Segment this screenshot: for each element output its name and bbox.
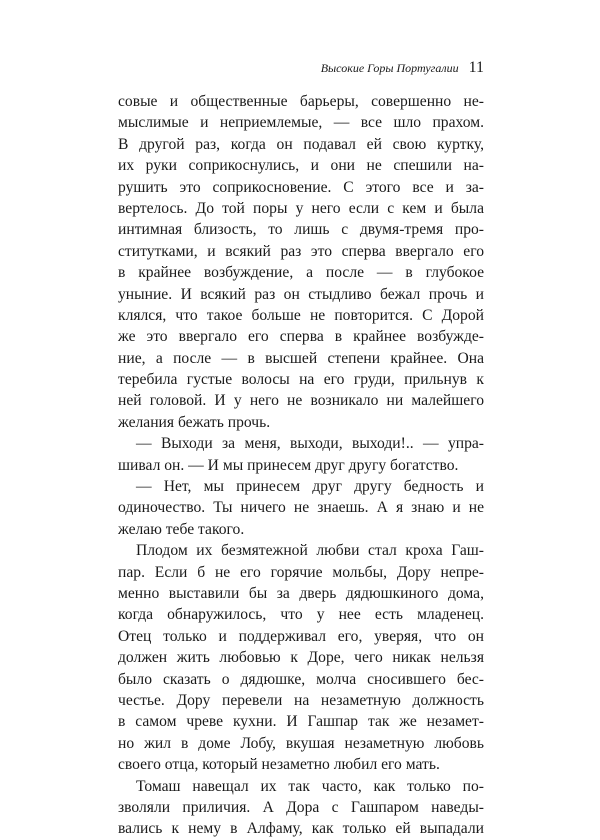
text-line: желаю тебе такого.: [118, 520, 245, 538]
text-line: же это ввергало его сперва в крайнее возбужде-: [118, 328, 484, 346]
text-line: совые и общественные барьеры, совершенно не-: [118, 93, 484, 110]
text-line: ние, а после — в высшей степени крайнее. Она: [118, 349, 484, 367]
text-line: менно выставили бы за дверь дядюшкиного дома,: [118, 584, 484, 602]
text-line: мыслимые и неприемлемые, — все шло прахом.: [118, 114, 484, 132]
text-line: теребила густые волосы на его груди, прильнув к: [118, 371, 484, 389]
running-head: [118, 60, 484, 76]
text-line: В другой раз, когда он подавал ей свою куртку,: [118, 135, 484, 153]
text-line: вертелось. До той поры у него если с кем и была: [118, 199, 484, 217]
text-line: интимная близость, то лишь с двумя-тремя про-: [118, 221, 484, 239]
text-line: — Выходи за меня, выходи, выходи!.. — упра-: [136, 435, 484, 453]
text-line: рушить это соприкосновение. С этого все и за-: [118, 178, 484, 196]
text-line: пар. Если б не его горячие мольбы, Дору непре-: [118, 563, 484, 581]
text-line: Отец только и поддерживал его, уверяя, что он: [118, 627, 484, 645]
text-line: ститутками, и всякий раз это сперва ввергало его: [118, 242, 484, 260]
text-line: но жил в доме Лобу, вкушая незаметную любовь: [118, 734, 484, 752]
text-line: честье. Дору перевели на незаметную должность: [118, 691, 484, 709]
text-line: в самом чреве кухни. И Гашпар так же незамет-: [118, 713, 484, 731]
text-line: было сказать о дядюшке, молча сносившего бес-: [118, 670, 484, 688]
text-line: их руки соприкоснулись, и они не спешили на-: [118, 157, 484, 175]
text-line: ней головой. И у него не возникало ни малейшего: [118, 392, 484, 410]
text-line: Томаш навещал их так часто, как только по-: [136, 777, 484, 795]
page-number: 11: [468, 59, 484, 76]
text-line: вались к нему в Алфаму, как только ей выпадали: [118, 820, 484, 838]
text-line: клялся, что такое больше не повторится. С Дорой: [118, 306, 484, 324]
body-text: [118, 91, 484, 840]
text-line: уныние. И всякий раз он стыдливо бежал прочь и: [118, 285, 484, 303]
text-line: зволяли приличия. А Дора с Гашпаром наведы-: [118, 798, 484, 816]
text-line: одиночество. Ты ничего не знаешь. А я знаю и не: [118, 499, 484, 517]
text-line: своего отца, который незаметно любил его мать.: [118, 756, 440, 774]
text-line: — Нет, мы принесем друг другу бедность и: [136, 478, 484, 496]
text-line: желания бежать прочь.: [118, 413, 271, 431]
running-title: Высокие Горы Португалии: [320, 61, 459, 75]
text-line: когда обнаружилось, что у нее есть младенец.: [118, 606, 484, 624]
text-line: Плодом их безмятежной любви стал кроха Гаш-: [136, 542, 484, 560]
text-line: шивал он. — И мы принесем друг другу богатство.: [118, 456, 459, 474]
text-line: в крайнее возбуждение, а после — в глубокое: [118, 264, 484, 282]
text-line: должен жить любовью к Доре, чего никак нельзя: [118, 649, 484, 667]
